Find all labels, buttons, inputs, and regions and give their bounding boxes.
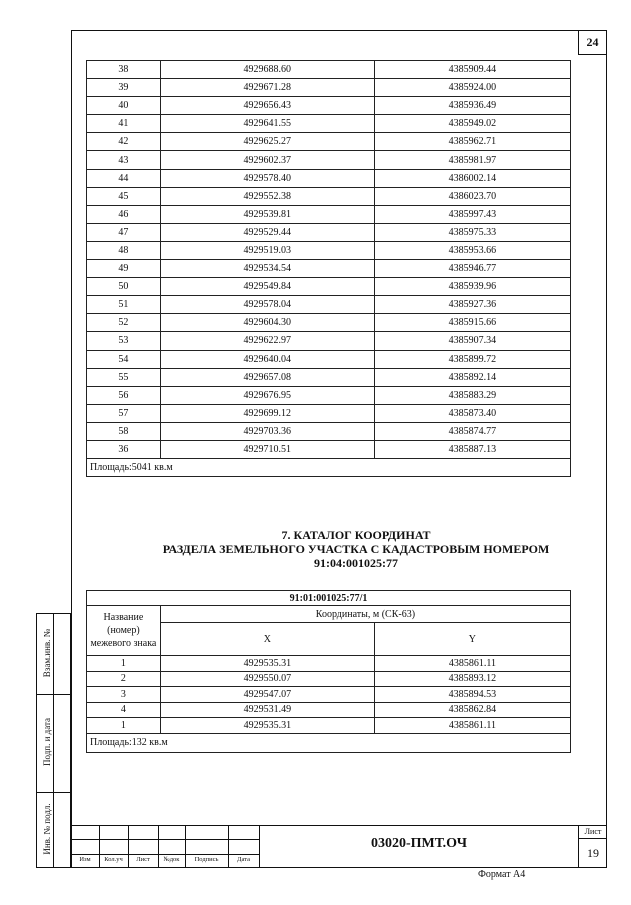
point-number: 2 [87,671,161,687]
x-coordinate: 4929549.84 [160,278,374,296]
table-row [87,440,571,458]
table-row [87,702,571,718]
stamp-label: Лист [136,856,150,863]
point-number: 3 [87,687,161,703]
point-number: 56 [87,386,161,404]
point-number: 51 [87,296,161,314]
point-number: 4 [87,702,161,718]
x-coordinate: 4929531.49 [160,702,374,718]
table-row [87,187,571,205]
x-coordinate: 4929676.95 [160,386,374,404]
x-coordinate: 4929535.31 [160,656,374,672]
table-row [87,687,571,703]
sheet-number: 19 [587,846,599,860]
y-coordinate: 4385936.49 [374,97,570,115]
table-row [87,205,571,223]
x-coordinate: 4929604.30 [160,314,374,332]
point-number: 38 [87,61,161,79]
coords-column-header: Координаты, м (СК-63) [160,606,570,623]
point-number: 49 [87,260,161,278]
y-coordinate: 4385874.77 [374,422,570,440]
x-column-header: X [160,623,374,656]
point-number: 58 [87,422,161,440]
point-number: 41 [87,115,161,133]
point-number: 36 [87,440,161,458]
table-row [87,314,571,332]
y-coordinate: 4385862.84 [374,702,570,718]
section-heading [86,528,626,570]
stamp-label: Подпись [194,856,219,863]
x-coordinate: 4929578.04 [160,296,374,314]
document-code: 03020-ПМТ.ОЧ [370,836,468,851]
name-column-header: Название (номер) межевого знака [87,606,161,656]
x-coordinate: 4929625.27 [160,133,374,151]
x-coordinate: 4929539.81 [160,205,374,223]
x-coordinate: 4929547.07 [160,687,374,703]
y-coordinate: 4385907.34 [374,332,570,350]
x-coordinate: 4929534.54 [160,260,374,278]
point-number: 39 [87,79,161,97]
table-row [87,296,571,314]
x-coordinate: 4929641.55 [160,115,374,133]
table-row [87,404,571,422]
heading-line-1: 7. КАТАЛОГ КООРДИНАТ [281,528,431,542]
x-coordinate: 4929622.97 [160,332,374,350]
stamp-label: №док [163,856,180,863]
y-coordinate: 4385915.66 [374,314,570,332]
y-coordinate: 4385953.66 [374,241,570,259]
y-coordinate: 4385899.72 [374,350,570,368]
x-coordinate: 4929535.31 [160,718,374,734]
x-coordinate: 4929552.38 [160,187,374,205]
table-row [87,115,571,133]
x-coordinate: 4929656.43 [160,97,374,115]
table-row [87,350,571,368]
point-number: 40 [87,97,161,115]
table-row [87,79,571,97]
table-row [87,241,571,259]
heading-line-3: 91:04:001025:77 [314,556,398,570]
x-coordinate: 4929710.51 [160,440,374,458]
y-coordinate: 4385909.44 [374,61,570,79]
point-number: 45 [87,187,161,205]
point-number: 42 [87,133,161,151]
coordinates-table-1 [86,60,571,477]
x-coordinate: 4929703.36 [160,422,374,440]
y-column-header: Y [374,623,570,656]
approval-sidebar [36,613,71,868]
y-coordinate: 4385883.29 [374,386,570,404]
table-row [87,386,571,404]
table2-title: 91:01:001025:77/1 [87,591,571,606]
table-row [87,151,571,169]
y-coordinate: 4386023.70 [374,187,570,205]
inv-original-label: Инв. № подл. [42,803,52,855]
x-coordinate: 4929657.08 [160,368,374,386]
y-coordinate: 4385873.40 [374,404,570,422]
inv-replace-label: Взам.инв. № [42,628,52,678]
point-number: 44 [87,169,161,187]
point-number: 52 [87,314,161,332]
heading-line-2: РАЗДЕЛА ЗЕМЕЛЬНОГО УЧАСТКА С КАДАСТРОВЫМ НОМЕРОМ [162,542,550,556]
x-coordinate: 4929578.40 [160,169,374,187]
stamp-label: Дата [237,856,250,863]
y-coordinate: 4385894.53 [374,687,570,703]
y-coordinate: 4385893.12 [374,671,570,687]
point-number: 57 [87,404,161,422]
table-row [87,169,571,187]
point-number: 48 [87,241,161,259]
y-coordinate: 4385949.02 [374,115,570,133]
area-label: Площадь:132 кв.м [87,733,571,752]
table-row [87,368,571,386]
stamp-label: Изм [79,856,91,863]
x-coordinate: 4929671.28 [160,79,374,97]
y-coordinate: 4385939.96 [374,278,570,296]
x-coordinate: 4929529.44 [160,223,374,241]
x-coordinate: 4929519.03 [160,241,374,259]
table-row [87,97,571,115]
table-row [87,61,571,79]
y-coordinate: 4385887.13 [374,440,570,458]
x-coordinate: 4929550.07 [160,671,374,687]
table-row [87,718,571,734]
table-row [87,133,571,151]
point-number: 54 [87,350,161,368]
table-row [87,260,571,278]
point-number: 55 [87,368,161,386]
point-number: 46 [87,205,161,223]
format-label: Формат А4 [478,869,526,880]
table-row [87,332,571,350]
point-number: 53 [87,332,161,350]
area-label: Площадь:5041 кв.м [87,459,571,477]
page-number: 24 [578,31,606,55]
y-coordinate: 4386002.14 [374,169,570,187]
point-number: 47 [87,223,161,241]
x-coordinate: 4929699.12 [160,404,374,422]
x-coordinate: 4929688.60 [160,61,374,79]
y-coordinate: 4385861.11 [374,718,570,734]
y-coordinate: 4385975.33 [374,223,570,241]
stamp-label: Кол.уч [104,856,123,863]
y-coordinate: 4385962.71 [374,133,570,151]
table-row [87,278,571,296]
coordinates-table-2 [86,590,571,753]
sheet-label: Лист [584,827,602,836]
x-coordinate: 4929640.04 [160,350,374,368]
table-row [87,422,571,440]
table-row [87,671,571,687]
point-number: 50 [87,278,161,296]
y-coordinate: 4385946.77 [374,260,570,278]
x-coordinate: 4929602.37 [160,151,374,169]
y-coordinate: 4385861.11 [374,656,570,672]
y-coordinate: 4385997.43 [374,205,570,223]
y-coordinate: 4385927.36 [374,296,570,314]
y-coordinate: 4385981.97 [374,151,570,169]
y-coordinate: 4385924.00 [374,79,570,97]
point-number: 1 [87,656,161,672]
sign-date-label: Подп. и дата [42,717,52,767]
table-row [87,223,571,241]
y-coordinate: 4385892.14 [374,368,570,386]
point-number: 1 [87,718,161,734]
table-row [87,656,571,672]
point-number: 43 [87,151,161,169]
